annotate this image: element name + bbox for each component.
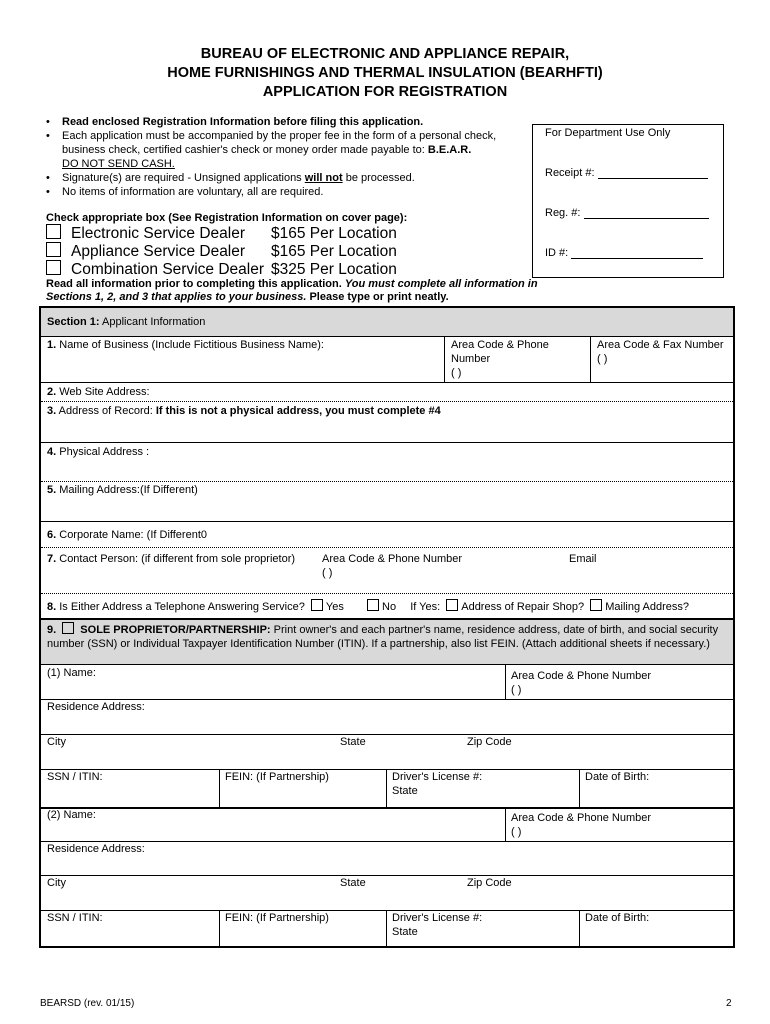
instruction-item: • Each application must be accompanied by the proper fee in the form of a personal check, business check, certified cashier's check or money order made payable to: B.E.A.R. DO NOT SEND CASH. [46,129,516,171]
person-1-zip-code[interactable]: Zip Code [467,736,512,748]
person-2-ssn-itin[interactable]: SSN / ITIN: [47,912,103,924]
person-2-state[interactable]: State [340,877,366,889]
person-2-drivers-license[interactable]: Driver's License #: State [392,912,483,938]
check-box-instruction: Check appropriate box (See Registration Information on cover page): [46,212,408,224]
person-2-name[interactable]: (2) Name: [47,809,96,821]
person-2-zip-code[interactable]: Zip Code [467,877,512,889]
page-number: 2 [726,998,732,1009]
option-appliance-service-dealer[interactable]: Appliance Service Dealer $165 Per Location [46,242,397,261]
field-contact-phone[interactable]: Area Code & Phone Number ( ) [322,553,463,579]
instruction-item: • No items of information are voluntary, all are required. [46,185,516,199]
receipt-number-field[interactable]: Receipt #: [545,167,708,179]
person-1-drivers-license[interactable]: Driver's License #: State [392,771,483,797]
person-2-phone[interactable]: Area Code & Phone Number ( ) [511,812,652,838]
person-2-residence-address[interactable]: Residence Address: [47,843,145,855]
person-1-phone[interactable]: Area Code & Phone Number ( ) [511,670,652,696]
field-physical-address[interactable]: 4. Physical Address : [47,446,150,458]
read-all-instruction: Read all information prior to completing this application. You must complete all information in Sections 1, 2, and 3 that applies to your business. Please type or print neatly. [46,278,538,303]
department-use-title: For Department Use Only [545,127,671,139]
field-contact-person[interactable]: 7. Contact Person: (if different from sole proprietor) [47,553,296,565]
person-1-residence-address[interactable]: Residence Address: [47,701,145,713]
no-checkbox[interactable] [367,599,379,611]
person-1-city[interactable]: City [47,736,66,748]
field-corporate-name[interactable]: 6. Corporate Name: (If Different0 [47,529,207,541]
instruction-list [46,115,516,199]
option-combination-service-dealer[interactable]: Combination Service Dealer $325 Per Location [46,260,397,279]
person-2-city[interactable]: City [47,877,66,889]
person-1-date-of-birth[interactable]: Date of Birth: [585,771,650,783]
field-answering-service: 8. Is Either Address a Telephone Answering Service? Yes No If Yes: Address of Repair Shop? Mailing Address? [47,601,689,613]
checkbox[interactable] [46,242,61,257]
field-address-of-record[interactable]: 3. Address of Record: If this is not a physical address, you must complete #4 [47,405,441,417]
checkbox[interactable] [46,224,61,239]
option-electronic-service-dealer[interactable]: Electronic Service Dealer $165 Per Location [46,224,397,243]
section-1-header: Section 1: Applicant Information [47,316,206,328]
field-business-name[interactable]: 1. Name of Business (Include Fictitious Business Name): [47,339,324,351]
person-1-state[interactable]: State [340,736,366,748]
form-id: BEARSD (rev. 01/15) [40,998,135,1009]
application-form-table [39,306,735,948]
checkbox[interactable] [46,260,61,275]
person-1-ssn-itin[interactable]: SSN / ITIN: [47,771,103,783]
yes-checkbox[interactable] [311,599,323,611]
page-title-line-3: APPLICATION FOR REGISTRATION [262,84,508,100]
person-2-date-of-birth[interactable]: Date of Birth: [585,912,650,924]
person-1-name[interactable]: (1) Name: [47,667,96,679]
department-use-box [532,124,724,278]
page-title-line-1: BUREAU OF ELECTRONIC AND APPLIANCE REPAIR, [200,46,570,62]
person-1-fein[interactable]: FEIN: (If Partnership) [225,771,329,783]
field-contact-email[interactable]: Email [569,553,597,565]
person-2-fein[interactable]: FEIN: (If Partnership) [225,912,329,924]
repair-shop-checkbox[interactable] [446,599,458,611]
reg-number-field[interactable]: Reg. #: [545,207,709,219]
field-mailing-address[interactable]: 5. Mailing Address:(If Different) [47,484,198,496]
field-business-phone[interactable]: Area Code & Phone Number ( ) [451,339,549,379]
instruction-item: • Signature(s) are required - Unsigned applications will not be processed. [46,171,516,185]
section-9-header: 9. SOLE PROPRIETOR/PARTNERSHIP: Print owner's and each partner's name, residence address, date of birth, and social security number (SSN) or Individual Taxpayer Identification Number (ITIN). If a partnership, also list FEIN. (Attach additional sheets if necessary.) [47,624,719,650]
field-business-fax[interactable]: Area Code & Fax Number ( ) [597,339,724,365]
instruction-item: • Read enclosed Registration Information before filing this application. [46,115,516,129]
mailing-address-checkbox[interactable] [590,599,602,611]
id-number-field[interactable]: ID #: [545,247,703,259]
page-title-line-2: HOME FURNISHINGS AND THERMAL INSULATION (BEARHFTI) [167,65,603,81]
sole-proprietor-checkbox[interactable] [62,622,74,634]
field-web-site[interactable]: 2. Web Site Address: [47,386,150,398]
